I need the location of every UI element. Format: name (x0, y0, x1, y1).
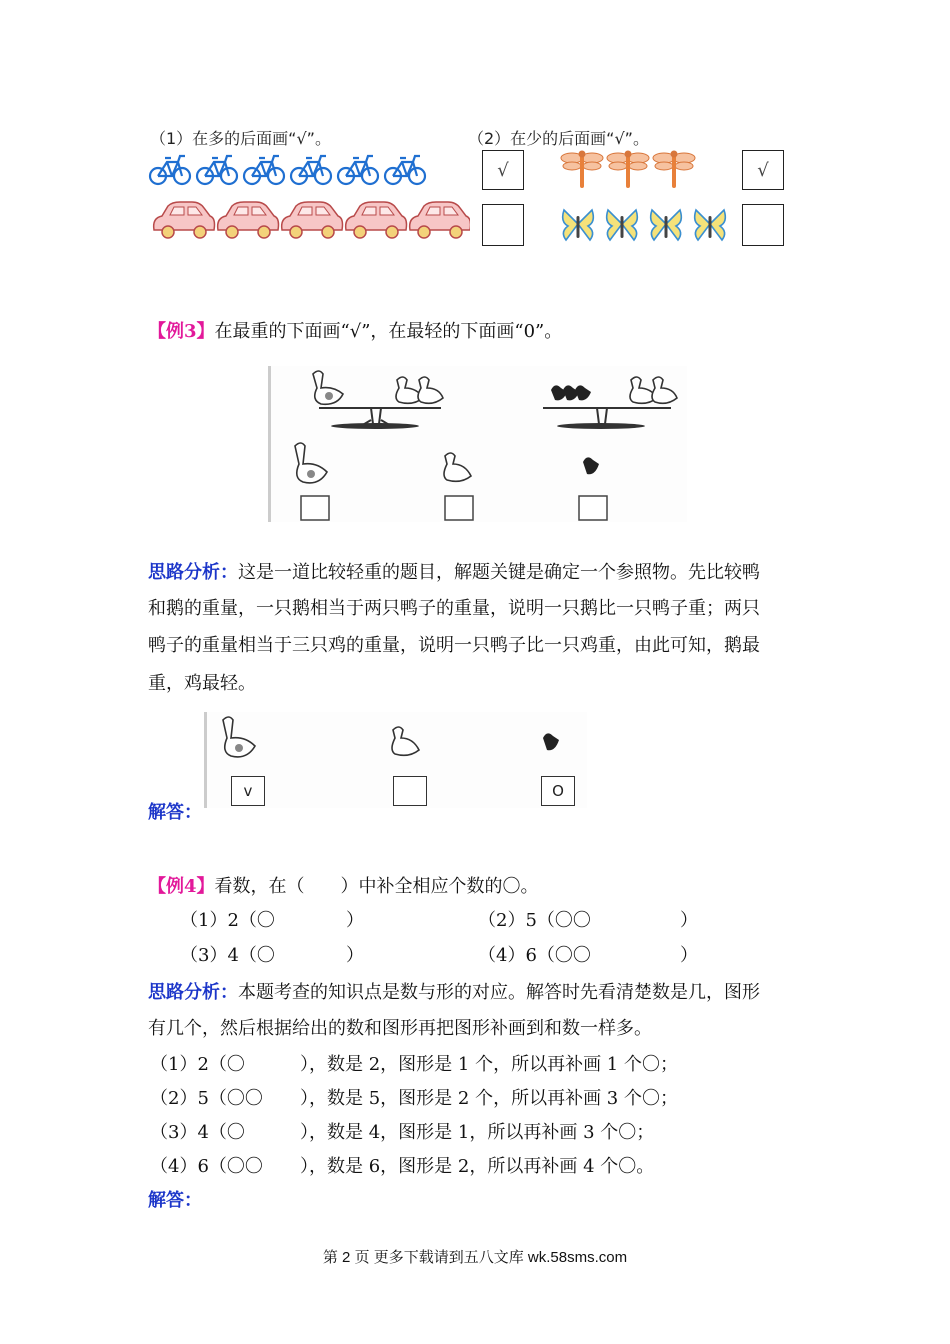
dragonfly-row (560, 150, 700, 196)
analysis-2-item-3-a: （3）4（〇 (150, 1122, 245, 1143)
answer-mark-chicken: O (552, 782, 564, 800)
analysis-1-label: 思路分析： (148, 562, 238, 583)
balance-scale-icon (271, 366, 687, 522)
analysis-1-line-3: 鸭子的重量相当于三只鸡的重量，说明一只鸭子比一只鸡重，由此可知，鹅最 (148, 635, 760, 656)
analysis-2-item-3-b: ），数是 4，图形是 1，所以再补画 3 个〇； (300, 1122, 655, 1143)
answer-figure-1 (204, 712, 587, 808)
analysis-2-label: 思路分析： (148, 982, 238, 1003)
balance-figure (268, 366, 687, 522)
q1-label-less: （2）在少的后面画“√”。 (468, 129, 649, 148)
analysis-2-item-4-a: （4）6（〇〇 (150, 1156, 263, 1177)
check-mark: √ (497, 159, 509, 181)
ex4-item-4: （4）6（〇〇 (478, 945, 591, 966)
q1-answer-box-4[interactable] (742, 204, 784, 246)
q1-check-box-1[interactable] (482, 150, 524, 190)
analysis-2-item-1-b: ），数是 2，图形是 1 个，所以再补画 1 个〇； (300, 1054, 678, 1075)
answer-box-duck (393, 776, 427, 806)
bicycle-row (148, 152, 433, 192)
example-4-text: 看数，在（ ）中补全相应个数的〇。 (214, 876, 539, 897)
check-mark: √ (757, 159, 769, 181)
analysis-2-text-1: 本题考查的知识点是数与形的对应。解答时先看清楚数是几，图形 (238, 982, 760, 1003)
ex4-item-3: （3）4（〇 (180, 945, 275, 966)
ex4-item-1: （1）2（〇 (180, 910, 275, 931)
example-3-text: 在最重的下面画“√”，在最轻的下面画“0”。 (214, 321, 563, 342)
answer-box-goose (231, 776, 265, 806)
example-4-line (148, 876, 539, 898)
example-3-line (148, 321, 562, 343)
bicycle-icon (148, 152, 433, 188)
dragonfly-icon (560, 150, 700, 192)
page-footer: 第 2 页 更多下载请到五八文库 wk.58sms.com (322, 1249, 628, 1266)
ex4-item-4-close: ） (680, 945, 698, 966)
q1-label-more: （1）在多的后面画“√”。 (150, 129, 331, 148)
car-row (150, 200, 470, 248)
answer-mark-goose: v (243, 782, 253, 800)
ex4-item-3-close: ） (346, 945, 364, 966)
answer-2-label: 解答： (148, 1190, 202, 1211)
q1-check-box-2[interactable] (742, 150, 784, 190)
analysis-2-item-4-b: ），数是 6，图形是 2，所以再补画 4 个〇。 (300, 1156, 655, 1177)
car-icon (150, 200, 470, 244)
analysis-1-line-1 (148, 562, 760, 584)
butterfly-row (560, 206, 740, 250)
chicken-icon (551, 385, 591, 400)
analysis-2-item-2-a: （2）5（〇〇 (150, 1088, 263, 1109)
answer-box-chicken (541, 776, 575, 806)
ex4-item-1-close: ） (346, 910, 364, 931)
goose-icon (313, 371, 343, 404)
analysis-1-text-1: 这是一道比较轻重的题目，解题关键是确定一个参照物。先比较鸭 (238, 562, 760, 583)
duck-icon (396, 377, 443, 403)
answer-1-label: 解答： (148, 802, 202, 823)
example-3-label: 【例3】 (148, 321, 215, 342)
analysis-2-item-1-a: （1）2（〇 (150, 1054, 245, 1075)
q1-answer-box-3[interactable] (482, 204, 524, 246)
analysis-2-line-2: 有几个，然后根据给出的数和图形再把图形补画到和数一样多。 (148, 1018, 652, 1039)
ex4-item-2: （2）5（〇〇 (478, 910, 591, 931)
analysis-1-line-4: 重，鸡最轻。 (148, 673, 256, 694)
analysis-2-line-1 (148, 982, 760, 1004)
ex4-item-2-close: ） (680, 910, 698, 931)
butterfly-icon (560, 206, 740, 246)
analysis-2-item-2-b: ），数是 5，图形是 2 个，所以再补画 3 个〇； (300, 1088, 678, 1109)
analysis-1-line-2: 和鹅的重量，一只鹅相当于两只鸭子的重量，说明一只鹅比一只鸭子重；两只 (148, 598, 760, 619)
example-4-label: 【例4】 (148, 876, 215, 897)
